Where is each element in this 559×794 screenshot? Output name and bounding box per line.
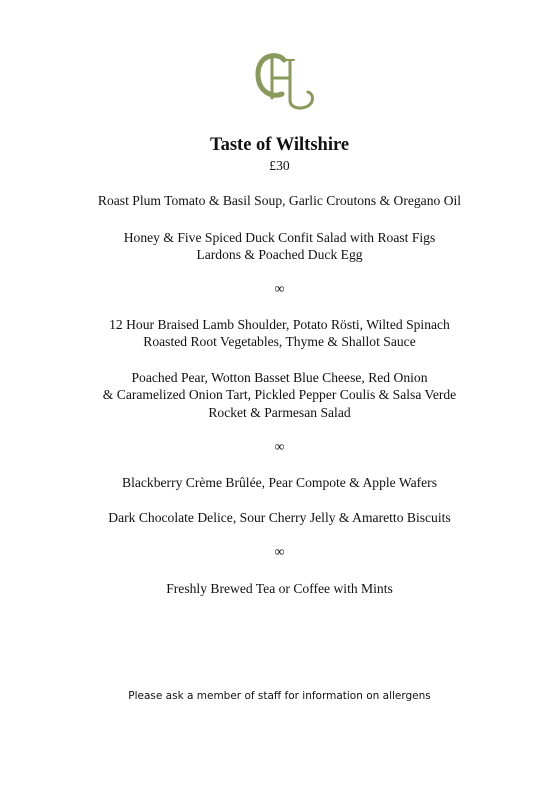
main-1-line-2: Roasted Root Vegetables, Thyme & Shallot Sauce (143, 334, 416, 349)
starter-2-line-1: Honey & Five Spiced Duck Confit Salad with Roast Figs (123, 230, 436, 245)
main-1-line-1: 12 Hour Braised Lamb Shoulder, Potato Rösti, Wilted Spinach (109, 317, 450, 332)
menu-title: Taste of Wiltshire (209, 135, 350, 155)
finish-line-1: Freshly Brewed Tea or Coffee with Mints (166, 581, 393, 596)
dessert-1-line-1: Blackberry Crème Brûlée, Pear Compote & Apple Wafers (122, 475, 437, 490)
course-separator: ∞ (274, 440, 285, 455)
dessert-2-line-1: Dark Chocolate Delice, Sour Cherry Jelly & Amaretto Biscuits (108, 510, 451, 525)
allergen-footer: Please ask a member of staff for information on allergens (128, 690, 431, 702)
starter-2-line-2: Lardons & Poached Duck Egg (196, 247, 363, 262)
main-2-line-1: Poached Pear, Wotton Basset Blue Cheese, Red Onion (131, 370, 428, 385)
starter-1-line-1: Roast Plum Tomato & Basil Soup, Garlic Croutons & Oregano Oil (97, 193, 462, 208)
course-separator: ∞ (274, 282, 285, 297)
ch-logo (248, 48, 318, 114)
menu-price: £30 (269, 158, 290, 173)
main-2-line-2: & Caramelized Onion Tart, Pickled Pepper Coulis & Salsa Verde (102, 387, 457, 402)
main-2-line-3: Rocket & Parmesan Salad (208, 405, 351, 420)
course-separator: ∞ (274, 545, 285, 560)
